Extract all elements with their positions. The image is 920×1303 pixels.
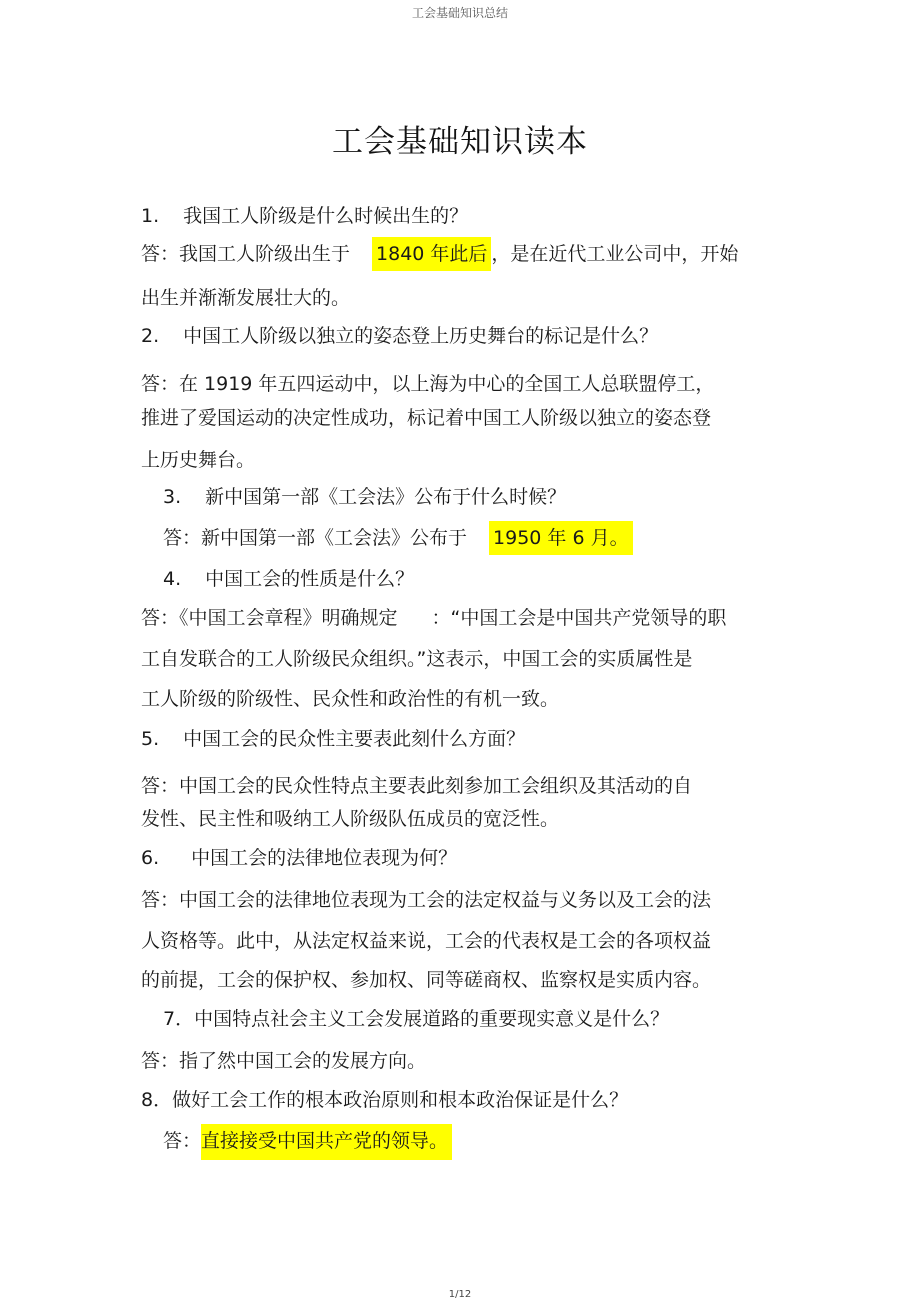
- answer-1-highlight: 1840 年此后: [372, 237, 491, 271]
- answer-3-highlight: 1950 年 6 月。: [489, 521, 633, 555]
- answer-2-line-2: 推进了爱国运动的决定性成功，标记着中国工人阶级以独立的姿态登: [141, 407, 712, 429]
- answer-5-line-2: 发性、民主性和吸纳工人阶级队伍成员的宽泛性。: [141, 808, 560, 830]
- answer-4-line-3: 工人阶级的阶级性、民众性和政治性的有机一致。: [141, 688, 560, 710]
- question-3: [163, 484, 566, 510]
- question-5-text: 中国工会的民众性主要表此刻什么方面？: [183, 728, 526, 750]
- question-6: [141, 845, 457, 871]
- answer-3: [163, 525, 633, 551]
- question-3-number: 3.: [163, 486, 182, 508]
- answer-4-part-a: 答：《中国工会章程》明确规定: [141, 607, 398, 629]
- question-4-number: 4.: [163, 568, 182, 590]
- question-8: 8．做好工会工作的根本政治原则和根本政治保证是什么？: [141, 1089, 629, 1111]
- question-6-text: 中国工会的法律地位表现为何？: [191, 847, 458, 869]
- question-7: 7．中国特点社会主义工会发展道路的重要现实意义是什么？: [163, 1008, 670, 1030]
- answer-1-prefix: 答：我国工人阶级出生于: [141, 243, 351, 265]
- question-2-text: 中国工人阶级以独立的姿态登上历史舞台的标记是什么？: [183, 325, 659, 347]
- answer-6-line-2: 人资格等。此中，从法定权益来说，工会的代表权是工会的各项权益: [141, 930, 712, 952]
- answer-1-line-1: [141, 241, 738, 267]
- answer-8-prefix: 答：: [163, 1130, 202, 1152]
- question-4: [163, 566, 414, 592]
- answer-3-prefix: 答：新中国第一部《工会法》公布于: [163, 527, 468, 549]
- answer-7-line-1: 答：指了然中国工会的发展方向。: [141, 1050, 427, 1072]
- question-3-text: 新中国第一部《工会法》公布于什么时候？: [205, 486, 567, 508]
- answer-6-line-1: 答：中国工会的法律地位表现为工会的法定权益与义务以及工会的法: [141, 889, 712, 911]
- answer-2-line-1: 答：在 1919 年五四运动中，以上海为中心的全国工人总联盟停工，: [141, 373, 715, 395]
- page-title: 工会基础知识读本: [332, 124, 588, 160]
- answer-2-line-3: 上历史舞台。: [141, 449, 256, 471]
- question-1: [141, 203, 468, 229]
- question-2-number: 2.: [141, 325, 160, 347]
- answer-4-line-1: [141, 605, 726, 631]
- question-4-text: 中国工会的性质是什么？: [205, 568, 415, 590]
- running-header: 工会基础知识总结: [411, 6, 508, 20]
- answer-6-line-3: 的前提，工会的保护权、参加权、同等磋商权、监察权是实质内容。: [141, 969, 712, 991]
- answer-4-line-2: 工自发联合的工人阶级民众组织。”这表示，中国工会的实质属性是: [141, 648, 693, 670]
- question-6-number: 6.: [141, 847, 160, 869]
- answer-1-line-2: 出生并渐渐发展壮大的。: [141, 287, 351, 309]
- answer-1-rest: ，是在近代工业公司中，开始: [491, 243, 739, 265]
- answer-5-line-1: 答：中国工会的民众性特点主要表此刻参加工会组织及其活动的自: [141, 775, 693, 797]
- answer-8-highlight: 直接接受中国共产党的领导。: [201, 1124, 452, 1160]
- question-5-number: 5.: [141, 728, 160, 750]
- answer-4-part-b: ：“中国工会是中国共产党领导的职: [431, 607, 727, 629]
- question-2: [141, 323, 658, 349]
- question-5: [141, 726, 525, 752]
- answer-8: [163, 1128, 452, 1154]
- question-1-text: 我国工人阶级是什么时候出生的？: [183, 205, 469, 227]
- page-number: 1/12: [448, 1289, 472, 1300]
- question-1-number: 1.: [141, 205, 160, 227]
